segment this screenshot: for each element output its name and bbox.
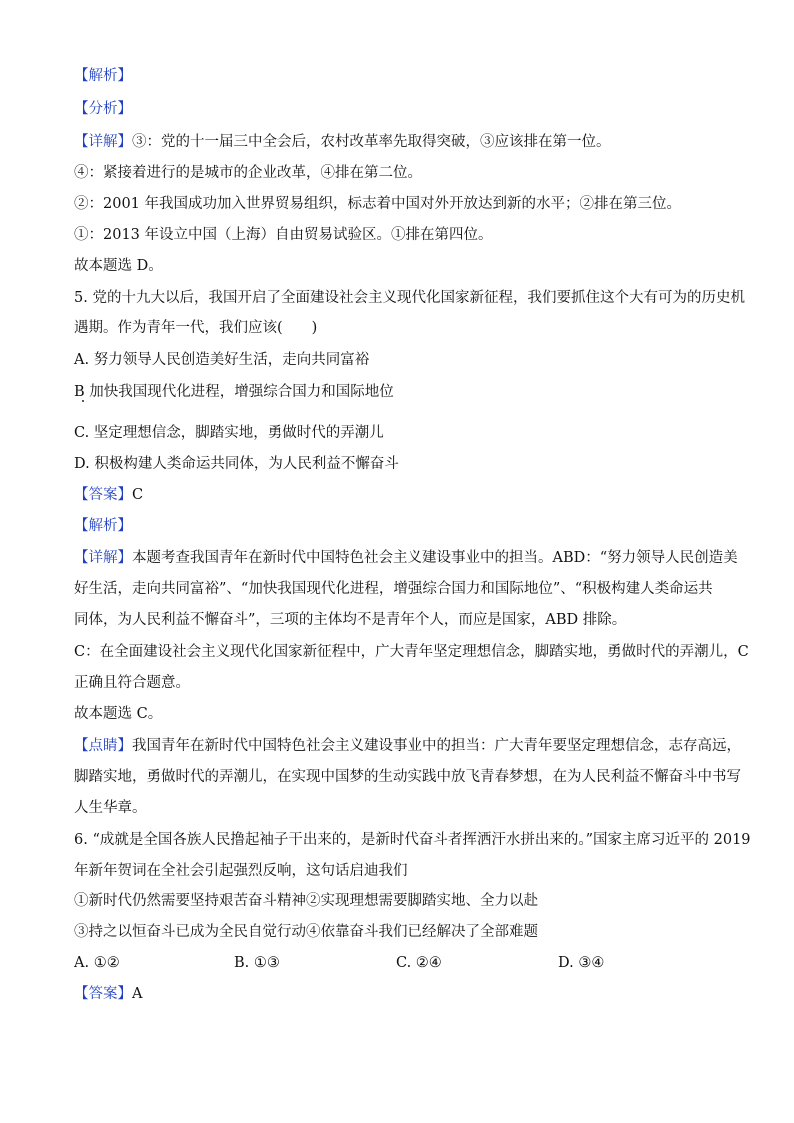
conclusion-line: 故本题选 C。 [74,706,163,722]
option-a: A. ①② [74,955,120,971]
explanation-line: ④：紧接着进行的是城市的企业改革，④排在第二位。 [74,165,422,181]
answer-tag: 【答案】 [74,487,132,503]
question-5-stem: 遇期。作为青年一代，我们应该( ) [74,320,318,336]
explanation-line: 好生活，走向共同富裕”、“加快我国现代化进程，增强综合国力和国际地位”、“积极构建人类命运共 [74,581,713,597]
option-c: C. 坚定理想信念，脚踏实地，勇做时代的弄潮儿 [74,425,384,441]
option-c: C. ②④ [396,955,442,971]
detail-tag: 【详解】 [74,134,132,150]
key-point-text: 我国青年在新时代中国特色社会主义建设事业中的担当：广大青年要坚定理想信念，志存高远， [132,738,741,754]
option-a: A. 努力领导人民创造美好生活，走向共同富裕 [74,352,370,368]
option-d: D. ③④ [558,955,605,971]
detailed-explanation [74,548,738,568]
question-6-stem: 6. “成就是全国各族人民撸起袖子干出来的，是新时代奋斗者挥洒汗水拼出来的。”国家主席习近平的 2019 [74,832,751,848]
explanation-line: 同体，为人民利益不懈奋斗”，三项的主体均不是青年个人，而应是国家，ABD 排除。 [74,612,627,628]
question-6-stem: 年新年贺词在全社会引起强烈反响，这句话启迪我们 [74,863,408,879]
answer-value: C [132,487,144,503]
breakdown-heading: 【分析】 [74,101,132,117]
option-d: D. 积极构建人类命运共同体，为人民利益不懈奋斗 [74,456,399,472]
question-5-stem: 5. 党的十九大以后，我国开启了全面建设社会主义现代化国家新征程，我们要抓住这个大有可为的历史机 [74,290,745,306]
detail-tag: 【详解】 [74,550,132,566]
detail-text: ③：党的十一届三中全会后，农村改革率先取得突破，③应该排在第一位。 [132,134,611,150]
explanation-line: 脚踏实地，勇做时代的弄潮儿，在实现中国梦的生动实践中放飞青春梦想，在为人民利益不懈奋斗中书写 [74,769,741,785]
stray-dot [82,400,84,402]
answer-line [74,485,143,505]
answer-line [74,984,142,1004]
option-b: B. ①③ [234,955,280,971]
detailed-explanation [74,132,611,152]
conclusion-line: 故本题选 D。 [74,258,163,274]
option-b: B 加快我国现代化进程，增强综合国力和国际地位 [74,384,394,400]
explanation-line: C：在全面建设社会主义现代化国家新征程中，广大青年坚定理想信念，脚踏实地，勇做时代的弄潮儿，C [74,644,749,660]
explanation-line: 人生华章。 [74,800,147,816]
explanation-line: ①：2013 年设立中国（上海）自由贸易试验区。①排在第四位。 [74,227,493,243]
explanation-line: 正确且符合题意。 [74,675,190,691]
explanation-line: ②：2001 年我国成功加入世界贸易组织，标志着中国对外开放达到新的水平；②排在第三位。 [74,196,682,212]
key-point-tag: 【点睛】 [74,738,132,754]
analysis-heading: 【解析】 [74,518,132,534]
detail-text: 本题考查我国青年在新时代中国特色社会主义建设事业中的担当。ABD：“努力领导人民创造美 [132,550,738,566]
answer-value: A [132,986,143,1002]
key-point [74,736,741,756]
analysis-heading: 【解析】 [74,68,132,84]
statement-line: ①新时代仍然需要坚持艰苦奋斗精神②实现理想需要脚踏实地、全力以赴 [74,893,538,909]
statement-line: ③持之以恒奋斗已成为全民自觉行动④依靠奋斗我们已经解决了全部难题 [74,924,538,940]
answer-tag: 【答案】 [74,986,132,1002]
